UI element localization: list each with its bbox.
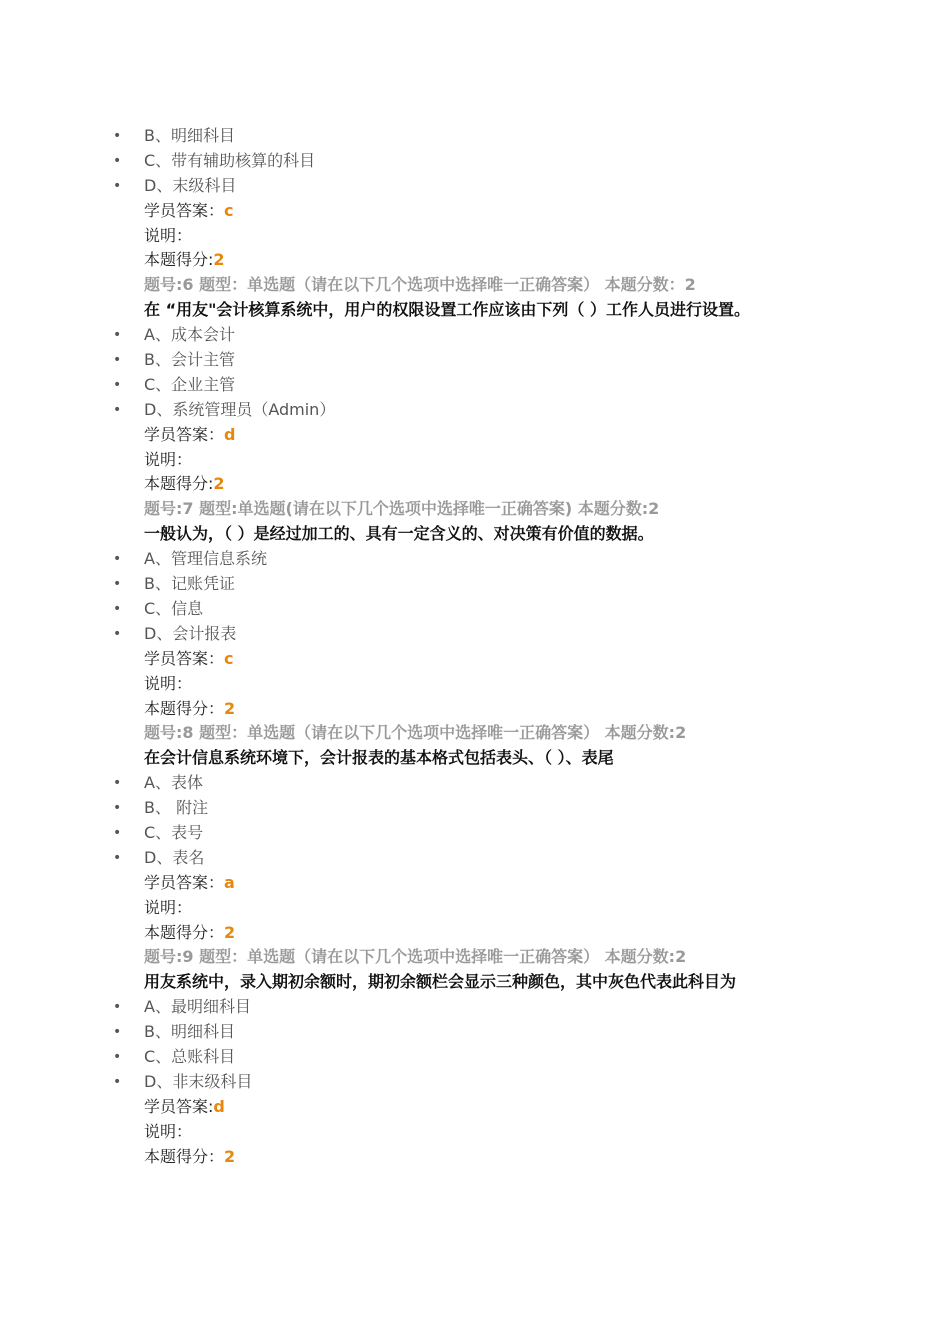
answer-q5: 学员答案：c <box>144 200 234 220</box>
option-q5-b: • B、明细科目 <box>0 124 950 149</box>
bullet-icon: • <box>113 352 122 369</box>
explain-q9: 说明： <box>144 1121 193 1141</box>
option-q9-c: • C、总账科目 <box>0 1045 950 1070</box>
question-text-8: 在会计信息系统环境下，会计报表的基本格式包括表头、（ ）、表尾 <box>144 748 614 768</box>
bullet-icon: • <box>113 1049 122 1066</box>
bullet-icon: • <box>113 625 122 642</box>
bullet-icon: • <box>113 600 122 617</box>
option-q9-a: • A、最明细科目 <box>0 995 950 1020</box>
option-q9-d: • D、非末级科目 <box>0 1070 950 1095</box>
option-q8-d: • D、表名 <box>0 846 950 871</box>
explain-q8: 说明： <box>144 897 193 917</box>
score-q5: 本题得分:2 <box>144 250 225 270</box>
bullet-icon: • <box>113 551 122 568</box>
option-q5-c: • C、带有辅助核算的科目 <box>0 149 950 174</box>
option-q9-b: • B、明细科目 <box>0 1020 950 1045</box>
option-q6-b: • B、会计主管 <box>0 348 950 373</box>
option-q5-d: • D、末级科目 <box>0 174 950 199</box>
option-q8-c: • C、表号 <box>0 821 950 846</box>
explain-q6: 说明： <box>144 449 193 469</box>
score-q6: 本题得分:2 <box>144 474 225 494</box>
bullet-icon: • <box>113 128 122 144</box>
explain-q7: 说明： <box>144 673 193 693</box>
score-q7: 本题得分：2 <box>144 698 236 718</box>
bullet-icon: • <box>113 1073 122 1090</box>
question-text-7: 一般认为，（ ）是经过加工的、具有一定含义的、对决策有价值的数据。 <box>144 524 654 544</box>
bullet-icon: • <box>113 327 122 344</box>
option-q7-b: • B、记账凭证 <box>0 572 950 597</box>
option-q6-a: • A、成本会计 <box>0 323 950 348</box>
bullet-icon: • <box>113 775 122 792</box>
bullet-icon: • <box>113 999 122 1016</box>
question-meta-9: 题号:9 题型：单选题（请在以下几个选项中选择唯一正确答案） 本题分数:2 <box>144 947 687 967</box>
bullet-icon: • <box>113 177 122 194</box>
option-q7-a: • A、管理信息系统 <box>0 547 950 572</box>
bullet-icon: • <box>113 849 122 866</box>
explain-q5: 说明： <box>144 225 193 245</box>
question-meta-6: 题号:6 题型：单选题（请在以下几个选项中选择唯一正确答案） 本题分数：2 <box>144 275 696 295</box>
option-q6-c: • C、企业主管 <box>0 373 950 398</box>
score-q8: 本题得分：2 <box>144 922 236 942</box>
score-q9: 本题得分：2 <box>144 1146 236 1166</box>
bullet-icon: • <box>113 1024 122 1041</box>
option-q7-d: • D、会计报表 <box>0 622 950 647</box>
answer-q8: 学员答案：a <box>144 872 235 892</box>
question-text-9: 用友系统中，录入期初余额时，期初余额栏会显示三种颜色，其中灰色代表此科目为 <box>144 972 737 992</box>
option-q8-b: • B、 附注 <box>0 796 950 821</box>
bullet-icon: • <box>113 401 122 418</box>
question-text-6: 在 “用友"会计核算系统中，用户的权限设置工作应该由下列（ ）工作人员进行设置。 <box>144 300 750 320</box>
option-q7-c: • C、信息 <box>0 597 950 622</box>
document-page <box>0 124 950 1169</box>
bullet-icon: • <box>113 824 122 841</box>
bullet-icon: • <box>113 576 122 593</box>
answer-q6: 学员答案：d <box>144 424 236 444</box>
answer-q9: 学员答案:d <box>144 1096 225 1116</box>
answer-q7: 学员答案：c <box>144 648 234 668</box>
bullet-icon: • <box>113 376 122 393</box>
option-q6-d: • D、系统管理员（Admin） <box>0 398 950 423</box>
question-meta-7: 题号:7 题型:单选题(请在以下几个选项中选择唯一正确答案) 本题分数:2 <box>144 499 660 519</box>
question-meta-8: 题号:8 题型：单选题（请在以下几个选项中选择唯一正确答案） 本题分数:2 <box>144 723 687 743</box>
bullet-icon: • <box>113 800 122 817</box>
option-q8-a: • A、表体 <box>0 771 950 796</box>
bullet-icon: • <box>113 152 122 169</box>
